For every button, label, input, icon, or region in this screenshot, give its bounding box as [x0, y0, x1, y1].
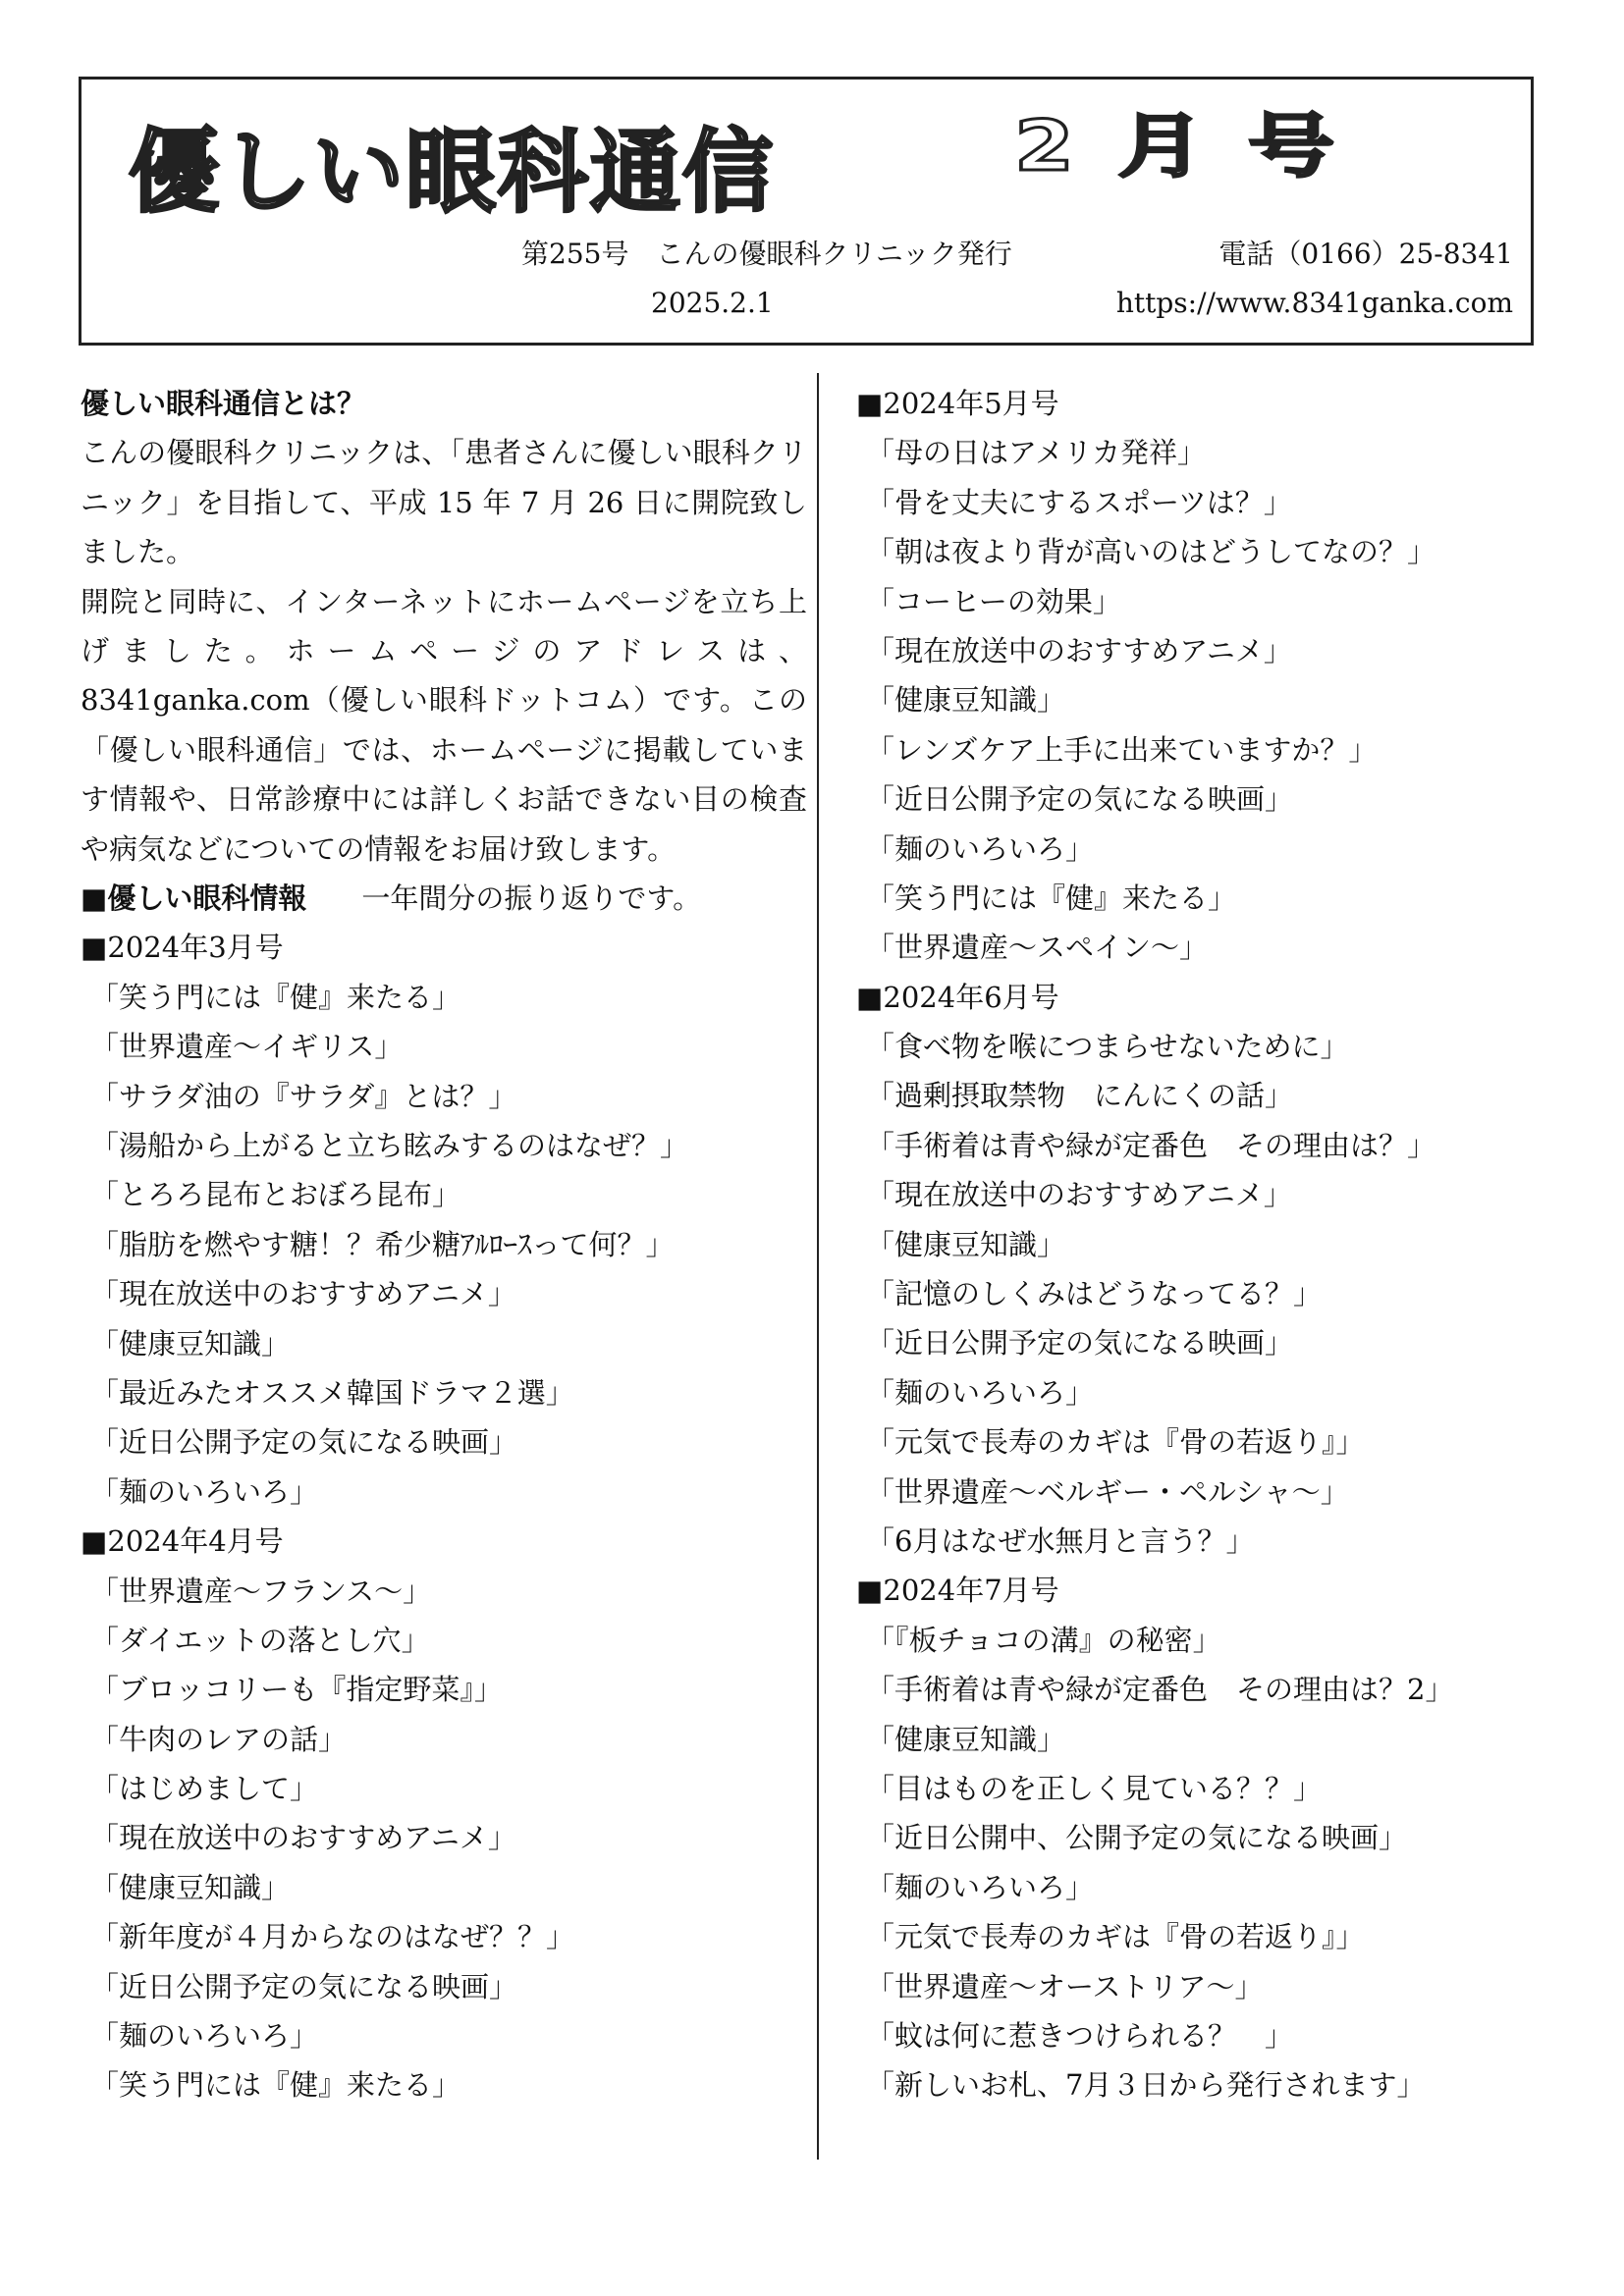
article-item: 「麺のいろいろ」 — [866, 1870, 1095, 1904]
article-item: 「脂肪を燃やす糖！？希少糖ｱﾙﾛｰｽって何？」 — [90, 1227, 675, 1261]
article-item: 「笑う門には『健』来たる」 — [90, 980, 461, 1014]
review-note: 一年間分の振り返りです。 — [361, 881, 702, 916]
clinic-phone: 電話（0166）25-8341 — [1218, 238, 1513, 270]
article-item: 「笑う門には『健』来たる」 — [866, 881, 1237, 915]
date-line — [651, 284, 1513, 323]
article-item: 「麺のいろいろ」 — [866, 1375, 1095, 1410]
article-item: 「現在放送中のおすすめアニメ」 — [90, 1277, 516, 1311]
issue-section-title: ■2024年7月号 — [856, 1574, 1059, 1608]
intro-heading: 優しい眼科通信とは？ — [81, 387, 366, 420]
article-item: 「手術着は青や緑が定番色 その理由は？2」 — [866, 1673, 1454, 1707]
article-item: 「湯船から上がると立ち眩みするのはなぜ？」 — [90, 1129, 689, 1162]
article-item: 「朝は夜より背が高いのはどうしてなの？」 — [866, 535, 1436, 569]
right-column — [856, 379, 1543, 2110]
article-item: 「世界遺産～ベルギー・ペルシャ～」 — [866, 1474, 1349, 1509]
article-item: 「はじめまして」 — [90, 1772, 319, 1806]
article-item: 「新年度が４月からなのはなぜ？？」 — [90, 1920, 575, 1954]
article-item: 「元気で長寿のカギは『骨の若返り』」 — [866, 1920, 1365, 1954]
article-item: 「蚊は何に惹きつけられる？ 」 — [866, 2018, 1294, 2053]
article-item: 「元気で長寿のカギは『骨の若返り』」 — [866, 1425, 1365, 1460]
article-item: 「『板チョコの溝』の秘密」 — [866, 1623, 1221, 1657]
article-item: 「世界遺産～フランス～」 — [90, 1574, 432, 1608]
article-item: 「健康豆知識」 — [90, 1870, 291, 1904]
newsletter-title: 優しい眼科通信 — [129, 120, 776, 225]
article-item: 「笑う門には『健』来たる」 — [90, 2068, 461, 2103]
article-item: 「健康豆知識」 — [90, 1326, 291, 1361]
right-sections — [856, 379, 1543, 2110]
review-heading — [81, 874, 807, 923]
article-item: 「手術着は青や緑が定番色 その理由は？」 — [866, 1128, 1436, 1162]
article-item: 「健康豆知識」 — [866, 1722, 1066, 1756]
article-item: 「現在放送中のおすすめアニメ」 — [866, 633, 1292, 667]
article-item: 「近日公開予定の気になる映画」 — [866, 1326, 1294, 1361]
article-item: 「サラダ油の『サラダ』とは？」 — [90, 1079, 517, 1113]
article-item: 「麺のいろいろ」 — [866, 831, 1095, 866]
clinic-url: https://www.8341ganka.com — [1115, 287, 1513, 319]
left-column — [81, 379, 807, 2110]
intro-paragraph: こんの優眼科クリニックは、「患者さんに優しい眼科クリニック」を目指して、平成 15 年 7 月 26 日に開院致しました。 — [81, 436, 807, 569]
article-item: 「コーヒーの効果」 — [866, 584, 1121, 618]
article-item: 「健康豆知識」 — [866, 683, 1066, 718]
issue-month: 2月号 — [1014, 106, 1379, 187]
article-item: 「近日公開中、公開予定の気になる映画」 — [866, 1821, 1408, 1855]
article-item: 「食べ物を喉につまらせないために」 — [866, 1030, 1349, 1064]
article-item: 「麺のいろいろ」 — [90, 2019, 319, 2054]
article-item: 「最近みたオススメ韓国ドラマ２選」 — [90, 1375, 574, 1410]
article-item: 「現在放送中のおすすめアニメ」 — [866, 1178, 1292, 1212]
article-item: 「過剰摂取禁物 にんにくの話」 — [866, 1079, 1294, 1113]
article-item: 「新しいお札、7月３日から発行されます」 — [866, 2068, 1426, 2103]
issue-section-title: ■2024年3月号 — [81, 931, 284, 965]
issue-publisher: 第255号 こんの優眼科クリニック発行 — [521, 238, 1012, 270]
article-item: 「レンズケア上手に出来ていますか？」 — [866, 732, 1378, 767]
article-item: 「世界遺産～イギリス」 — [90, 1030, 404, 1064]
article-item: 「近日公開予定の気になる映画」 — [90, 1425, 518, 1460]
article-item: 「骨を丈夫にするスポーツは？」 — [866, 485, 1292, 519]
issue-section-title: ■2024年6月号 — [856, 980, 1059, 1014]
article-item: 「健康豆知識」 — [866, 1227, 1066, 1261]
column-divider — [817, 373, 819, 2160]
issue-section-title: ■2024年5月号 — [856, 387, 1059, 420]
article-item: 「とろろ昆布とおぼろ昆布」 — [90, 1178, 461, 1212]
article-item: 「世界遺産～スペイン～」 — [866, 931, 1209, 965]
article-item: 「記憶のしくみはどうなってる？」 — [866, 1277, 1323, 1311]
issue-line — [521, 235, 1513, 274]
article-item: 「目はものを正しく見ている？？」 — [866, 1771, 1323, 1805]
review-title: ■優しい眼科情報 — [81, 881, 307, 916]
issue-section-title: ■2024年4月号 — [81, 1524, 284, 1559]
article-item: 「世界遺産～オーストリア～」 — [866, 1969, 1264, 2003]
article-item: 「ダイエットの落とし穴」 — [90, 1623, 430, 1657]
article-item: 「近日公開予定の気になる映画」 — [866, 782, 1294, 817]
header-box — [79, 77, 1534, 346]
intro-paragraph: 開院と同時に、インターネットにホームページを立ち上げました。ホームページのアドレスは、8341ganka.com（優しい眼科ドットコム）です。この「優しい眼科通信」では、ホームページに掲載しています情報や、日常診療中には詳しくお話できない目の検査や病気などについての情報をお届け致します。 — [81, 584, 807, 866]
article-item: 「現在放送中のおすすめアニメ」 — [90, 1821, 516, 1855]
article-item: 「麺のいろいろ」 — [90, 1474, 319, 1509]
article-item: 「6月はなぜ水無月と言う？」 — [866, 1523, 1255, 1558]
article-item: 「ブロッコリーも『指定野菜』」 — [90, 1673, 503, 1707]
article-item: 「母の日はアメリカ発祥」 — [866, 436, 1206, 470]
article-item: 「牛肉のレアの話」 — [90, 1722, 348, 1756]
article-item: 「近日公開予定の気になる映画」 — [90, 1969, 518, 2003]
left-sections — [81, 923, 807, 2109]
issue-date: 2025.2.1 — [651, 287, 774, 319]
